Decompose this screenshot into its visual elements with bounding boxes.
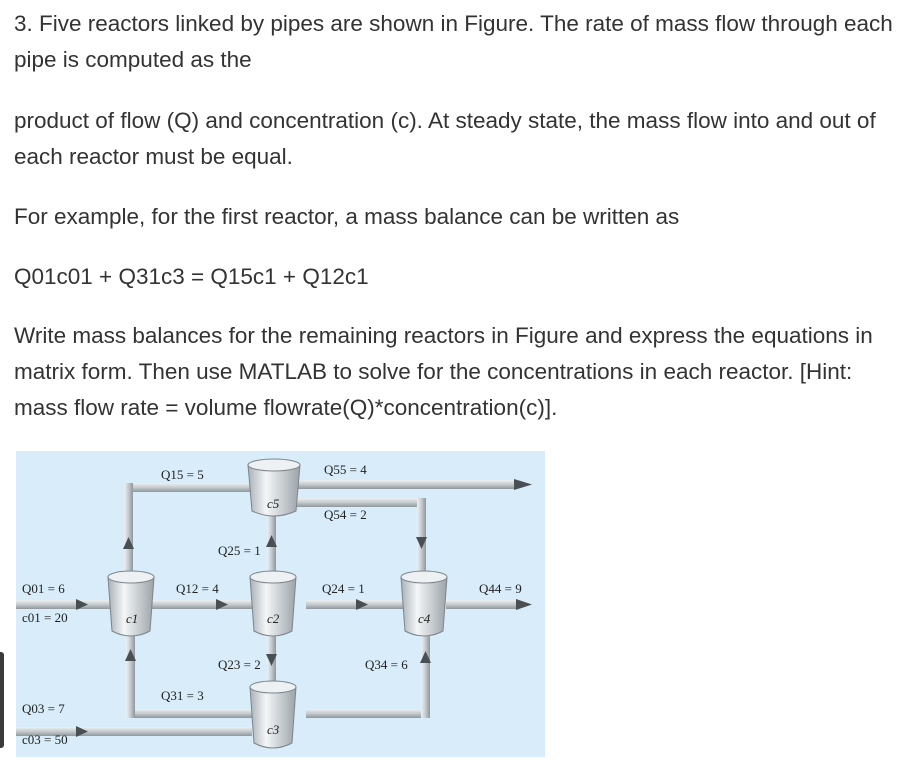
- reactor-1-label: c1: [126, 611, 139, 626]
- label-q15: Q15 = 5: [161, 467, 204, 482]
- label-c01: c01 = 20: [22, 610, 68, 625]
- reactor-4-label: c4: [418, 611, 431, 626]
- label-q12: Q12 = 4: [176, 581, 219, 596]
- task-instructions: Write mass balances for the remaining reactors in Figure and express the equations in matrix form. Then use MATLAB to solve for the concentrations in each reactor. [Hint: mass flow rate = volume flowrate(Q)*concentration(c)].: [14, 323, 873, 420]
- example-intro: For example, for the first reactor, a mass balance can be written as: [14, 204, 680, 229]
- label-q03: Q03 = 7: [22, 701, 65, 716]
- label-q34: Q34 = 6: [365, 657, 408, 672]
- reactor-network-diagram: [16, 451, 545, 757]
- pipe-q55: [278, 480, 514, 489]
- reactor-3: [250, 681, 296, 748]
- reactor-2-label: c2: [267, 611, 280, 626]
- label-q31: Q31 = 3: [161, 688, 204, 703]
- reactor-2: [250, 571, 296, 636]
- pipe-q34-bottom: [306, 709, 430, 718]
- arrow-q55: [514, 479, 532, 490]
- reactor-1: [108, 571, 154, 636]
- reactor-network-figure: [16, 451, 545, 757]
- pipe-q12: [142, 600, 262, 609]
- pipe-q31: [126, 709, 252, 718]
- left-edge-tab: [0, 652, 4, 748]
- pipe-q54: [278, 498, 426, 507]
- reactor-5: [248, 459, 300, 516]
- pipe-q01: [16, 600, 116, 609]
- pipe-q44: [446, 600, 516, 609]
- arrow-q44: [516, 599, 532, 610]
- label-q23: Q23 = 2: [218, 657, 261, 672]
- reactor-3-label: c3: [267, 722, 280, 737]
- label-c03: c03 = 50: [22, 732, 68, 747]
- label-q01: Q01 = 6: [22, 581, 65, 596]
- reactor-5-label: c5: [267, 496, 280, 511]
- problem-intro: 3. Five reactors linked by pipes are shown in Figure. The rate of mass flow through each pipe is computed as the: [14, 11, 893, 72]
- pipe-q34: [421, 623, 430, 718]
- label-q25: Q25 = 1: [218, 543, 261, 558]
- reactor-4: [401, 571, 447, 636]
- pipe-q31-riser: [126, 623, 135, 718]
- pipe-q15: [124, 483, 264, 492]
- label-q44: Q44 = 9: [479, 581, 522, 596]
- problem-definition: product of flow (Q) and concentration (c). At steady state, the mass flow into and out of each reactor must be equal.: [14, 108, 876, 169]
- mass-balance-equation: Q01c01 + Q31c3 = Q15c1 + Q12c1: [14, 264, 369, 289]
- label-q54: Q54 = 2: [324, 507, 367, 522]
- label-q24: Q24 = 1: [322, 581, 365, 596]
- label-q55: Q55 = 4: [324, 462, 367, 477]
